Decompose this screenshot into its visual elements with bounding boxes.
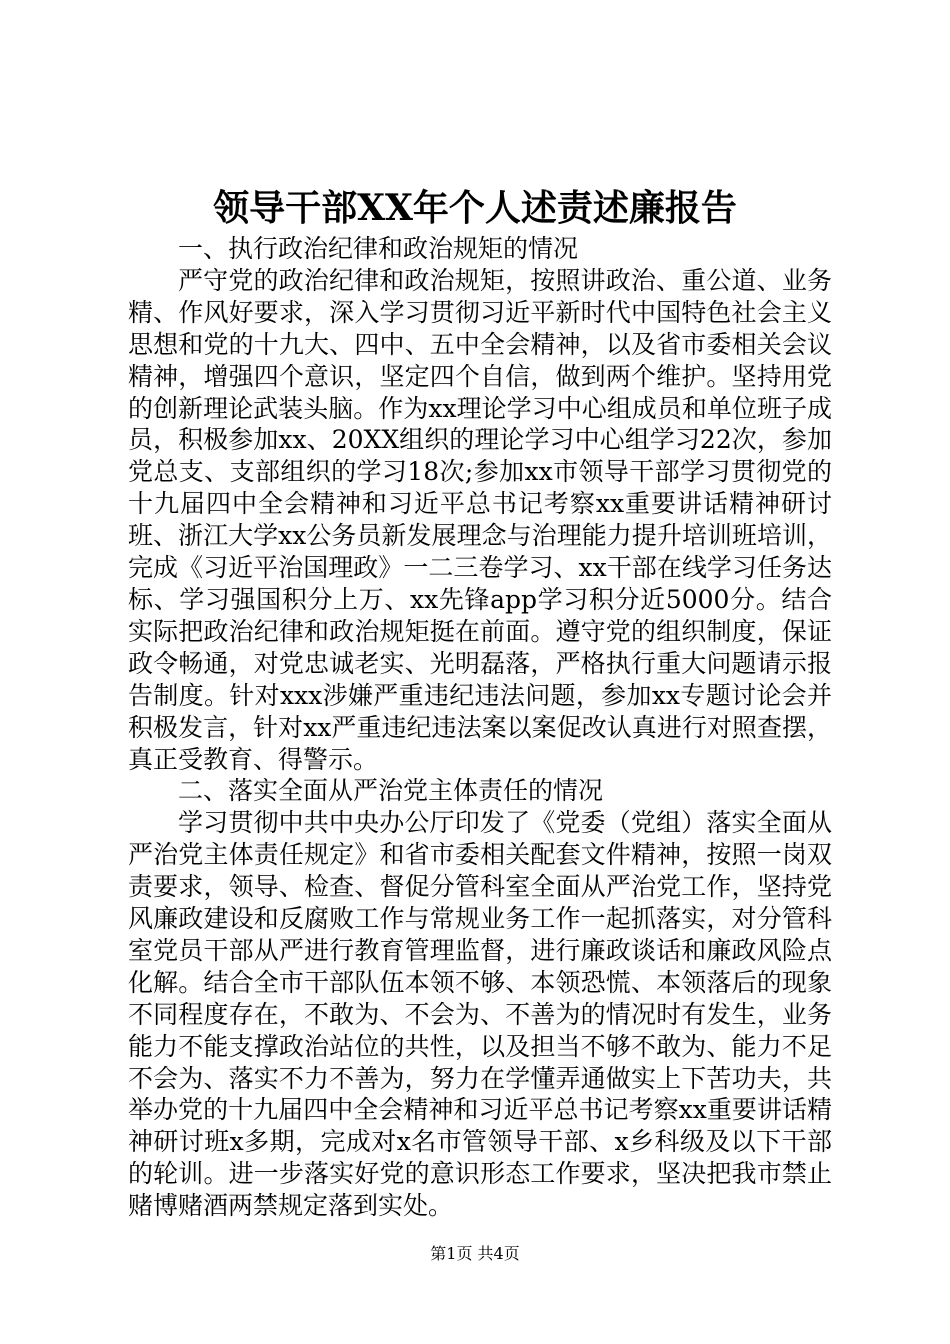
page-footer: 第1页 共4页 [430, 1244, 520, 1263]
document-body [128, 233, 832, 1222]
document-title: 领导干部XX年个人述责述廉报告 [213, 187, 737, 229]
body-paragraph-2: 学习贯彻中共中央办公厅印发了《党委（党组）落实全面从严治党主体责任规定》和省市委相关配套文件精神，按照一岗双责要求，领导、检查、督促分管科室全面从严治党工作，坚持党风廉政建设和反腐败工作与常规业务工作一起抓落实，对分管科室党员干部从严进行教育管理监督，进行廉政谈话和廉政风险点化解。结合全市干部队伍本领不够、本领恐慌、本领落后的现象不同程度存在，不敢为、不会为、不善为的情况时有发生，业务能力不能支撑政治站位的共性，以及担当不够不敢为、能力不足不会为、落实不力不善为，努力在学懂弄通做实上下苦功夫，共举办党的十九届四中全会精神和习近平总书记考察xx重要讲话精神研讨班x多期，完成对x名市管领导干部、x乡科级及以下干部的轮训。进一步落实好党的意识形态工作要求，坚决把我市禁止赌博赌酒两禁规定落到实处。 [128, 808, 832, 1221]
body-paragraph-1: 严守党的政治纪律和政治规矩，按照讲政治、重公道、业务精、作风好要求，深入学习贯彻习近平新时代中国特色社会主义思想和党的十九大、四中、五中全会精神，以及省市委相关会议精神，增强四个意识，坚定四个自信，做到两个维护。坚持用党的创新理论武装头脑。作为xx理论学习中心组成员和单位班子成员，积极参加xx、20XX组织的理论学习中心组学习22次，参加党总支、支部组织的学习18次;参加xx市领导干部学习贯彻党的十九届四中全会精神和习近平总书记考察xx重要讲话精神研讨班、浙江大学xx公务员新发展理念与治理能力提升培训班培训，完成《习近平治国理政》一二三卷学习、xx干部在线学习任务达标、学习强国积分上万、xx先锋app学习积分近5000分。结合实际把政治纪律和政治规矩挺在前面。遵守党的组织制度，保证政令畅通，对党忠诚老实、光明磊落，严格执行重大问题请示报告制度。针对xxx涉嫌严重违纪违法问题，参加xx专题讨论会并积极发言，针对xx严重违纪违法案以案促改认真进行对照查摆，真正受教育、得警示。 [128, 265, 832, 774]
section-heading-1: 一、执行政治纪律和政治规矩的情况 [178, 234, 579, 263]
section-heading-2: 二、落实全面从严治党主体责任的情况 [178, 776, 604, 806]
